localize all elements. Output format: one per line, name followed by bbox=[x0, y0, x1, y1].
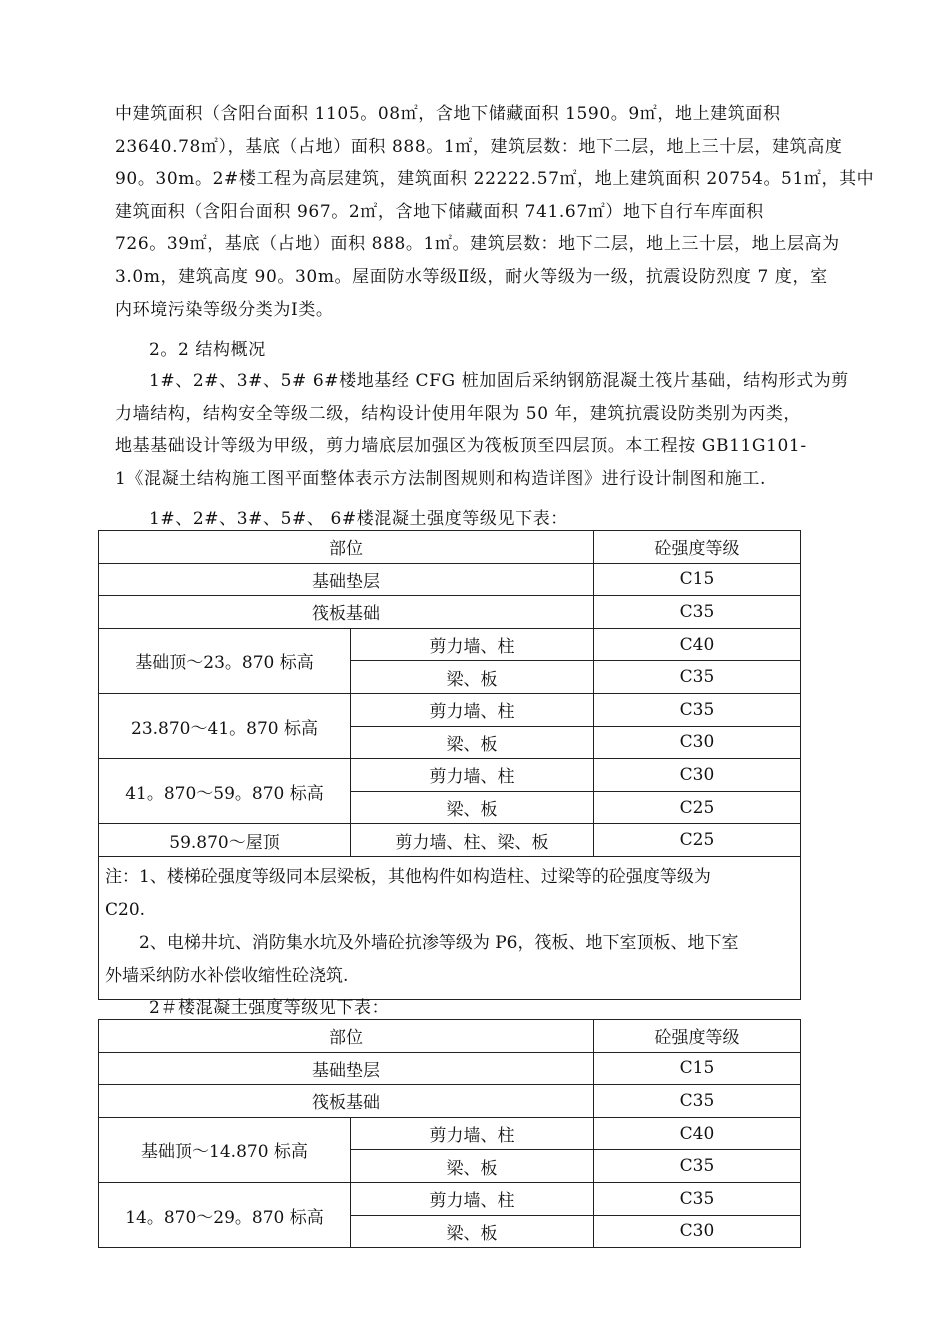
cell-member: 梁、板 bbox=[351, 661, 594, 694]
intro-line: 内环境污染等级分类为Ⅰ类。 bbox=[115, 299, 334, 320]
cell-part: 筏板基础 bbox=[99, 596, 594, 629]
intro-line: 726。39㎡，基底（占地）面积 888。1㎡。建筑层数：地下二层，地上三十层，地上层高为 bbox=[115, 234, 840, 255]
table-row bbox=[99, 563, 801, 596]
table-row bbox=[99, 693, 801, 726]
cell-grade: C35 bbox=[594, 1150, 801, 1183]
structure-line: 力墙结构，结构安全等级二级，结构设计使用年限为 50 年，建筑抗震设防类别为丙类， bbox=[115, 403, 802, 424]
concrete-grade-table-1 bbox=[98, 530, 801, 1000]
cell-range: 23.870～41。870 标高 bbox=[99, 693, 351, 758]
cell-part: 基础垫层 bbox=[99, 1052, 594, 1085]
cell-member: 剪力墙、柱 bbox=[351, 628, 594, 661]
cell-member: 剪力墙、柱 bbox=[351, 759, 594, 792]
table-row bbox=[99, 824, 801, 857]
table-row bbox=[99, 1182, 801, 1215]
intro-line: 90。30m。2#楼工程为高层建筑，建筑面积 22222.57㎡，地上建筑面积 20754。51㎡，其中 bbox=[115, 169, 875, 190]
note-line: C20. bbox=[105, 899, 146, 920]
cell-grade: C25 bbox=[594, 791, 801, 824]
cell-grade: C35 bbox=[594, 693, 801, 726]
cell-range: 59.870～屋顶 bbox=[99, 824, 351, 857]
cell-grade: C25 bbox=[594, 824, 801, 857]
table-header-row bbox=[99, 531, 801, 564]
intro-line: 23640.78㎡），基底（占地）面积 888。1㎡，建筑层数：地下二层，地上三十层，建筑高度 bbox=[115, 136, 843, 157]
structure-paragraph bbox=[115, 365, 865, 495]
table2-caption: 2＃楼混凝土强度等级见下表： bbox=[149, 998, 390, 1018]
cell-member: 剪力墙、柱 bbox=[351, 1182, 594, 1215]
table-row bbox=[99, 1052, 801, 1085]
cell-member: 剪力墙、柱、梁、板 bbox=[351, 824, 594, 857]
cell-grade: C35 bbox=[594, 661, 801, 694]
header-part: 部位 bbox=[99, 1020, 594, 1053]
cell-member: 梁、板 bbox=[351, 791, 594, 824]
intro-line: 3.0m，建筑高度 90。30m。屋面防水等级Ⅱ级，耐火等级为一级，抗震设防烈度 7 度，室 bbox=[115, 266, 828, 287]
structure-line: 地基基础设计等级为甲级，剪力墙底层加强区为筏板顶至四层顶。本工程按 GB11G101- bbox=[115, 436, 807, 457]
structure-line: 1《混凝土结构施工图平面整体表示方法制图规则和构造详图》进行设计制图和施工. bbox=[115, 468, 767, 489]
table-note-row bbox=[99, 856, 801, 999]
cell-range: 14。870～29。870 标高 bbox=[99, 1182, 351, 1247]
cell-grade: C15 bbox=[594, 563, 801, 596]
cell-grade: C30 bbox=[594, 759, 801, 792]
cell-member: 剪力墙、柱 bbox=[351, 693, 594, 726]
table-row bbox=[99, 628, 801, 661]
cell-member: 梁、板 bbox=[351, 1215, 594, 1248]
header-part: 部位 bbox=[99, 531, 594, 564]
cell-grade: C15 bbox=[594, 1052, 801, 1085]
cell-grade: C35 bbox=[594, 1182, 801, 1215]
cell-range: 基础顶～14.870 标高 bbox=[99, 1117, 351, 1182]
table-row bbox=[99, 1117, 801, 1150]
note-line: 外墙采纳防水补偿收缩性砼浇筑. bbox=[105, 965, 349, 986]
cell-part: 基础垫层 bbox=[99, 563, 594, 596]
intro-line: 建筑面积（含阳台面积 967。2㎡，含地下储藏面积 741.67㎡）地下自行车库面积 bbox=[115, 201, 764, 222]
cell-member: 梁、板 bbox=[351, 1150, 594, 1183]
header-grade: 砼强度等级 bbox=[594, 1020, 801, 1053]
table-header-row bbox=[99, 1020, 801, 1053]
table-note bbox=[99, 856, 801, 999]
concrete-grade-table-2 bbox=[98, 1019, 801, 1248]
header-grade: 砼强度等级 bbox=[594, 531, 801, 564]
cell-grade: C40 bbox=[594, 628, 801, 661]
intro-line: 中建筑面积（含阳台面积 1105。08㎡，含地下储藏面积 1590。9㎡，地上建筑面积 bbox=[115, 104, 781, 124]
cell-grade: C35 bbox=[594, 596, 801, 629]
table-row bbox=[99, 759, 801, 792]
table-row bbox=[99, 1085, 801, 1118]
section-heading: 2。2 结构概况 bbox=[149, 340, 266, 360]
cell-grade: C40 bbox=[594, 1117, 801, 1150]
intro-paragraph bbox=[115, 98, 875, 326]
note-line: 2、电梯井坑、消防集水坑及外墙砼抗渗等级为 P6，筏板、地下室顶板、地下室 bbox=[139, 932, 739, 953]
cell-grade: C30 bbox=[594, 726, 801, 759]
structure-line: 1#、2#、3#、5# 6#楼地基经 CFG 桩加固后采纳钢筋混凝土筏片基础，结构形式为剪 bbox=[149, 371, 849, 391]
cell-part: 筏板基础 bbox=[99, 1085, 594, 1118]
cell-grade: C30 bbox=[594, 1215, 801, 1248]
table-row bbox=[99, 596, 801, 629]
cell-member: 剪力墙、柱 bbox=[351, 1117, 594, 1150]
note-line: 注：1、楼梯砼强度等级同本层梁板，其他构件如构造柱、过梁等的砼强度等级为 bbox=[105, 866, 711, 887]
cell-grade: C35 bbox=[594, 1085, 801, 1118]
table1-caption: 1#、2#、3#、5#、 6#楼混凝土强度等级见下表： bbox=[149, 509, 568, 529]
cell-range: 基础顶～23。870 标高 bbox=[99, 628, 351, 693]
cell-range: 41。870～59。870 标高 bbox=[99, 759, 351, 824]
cell-member: 梁、板 bbox=[351, 726, 594, 759]
